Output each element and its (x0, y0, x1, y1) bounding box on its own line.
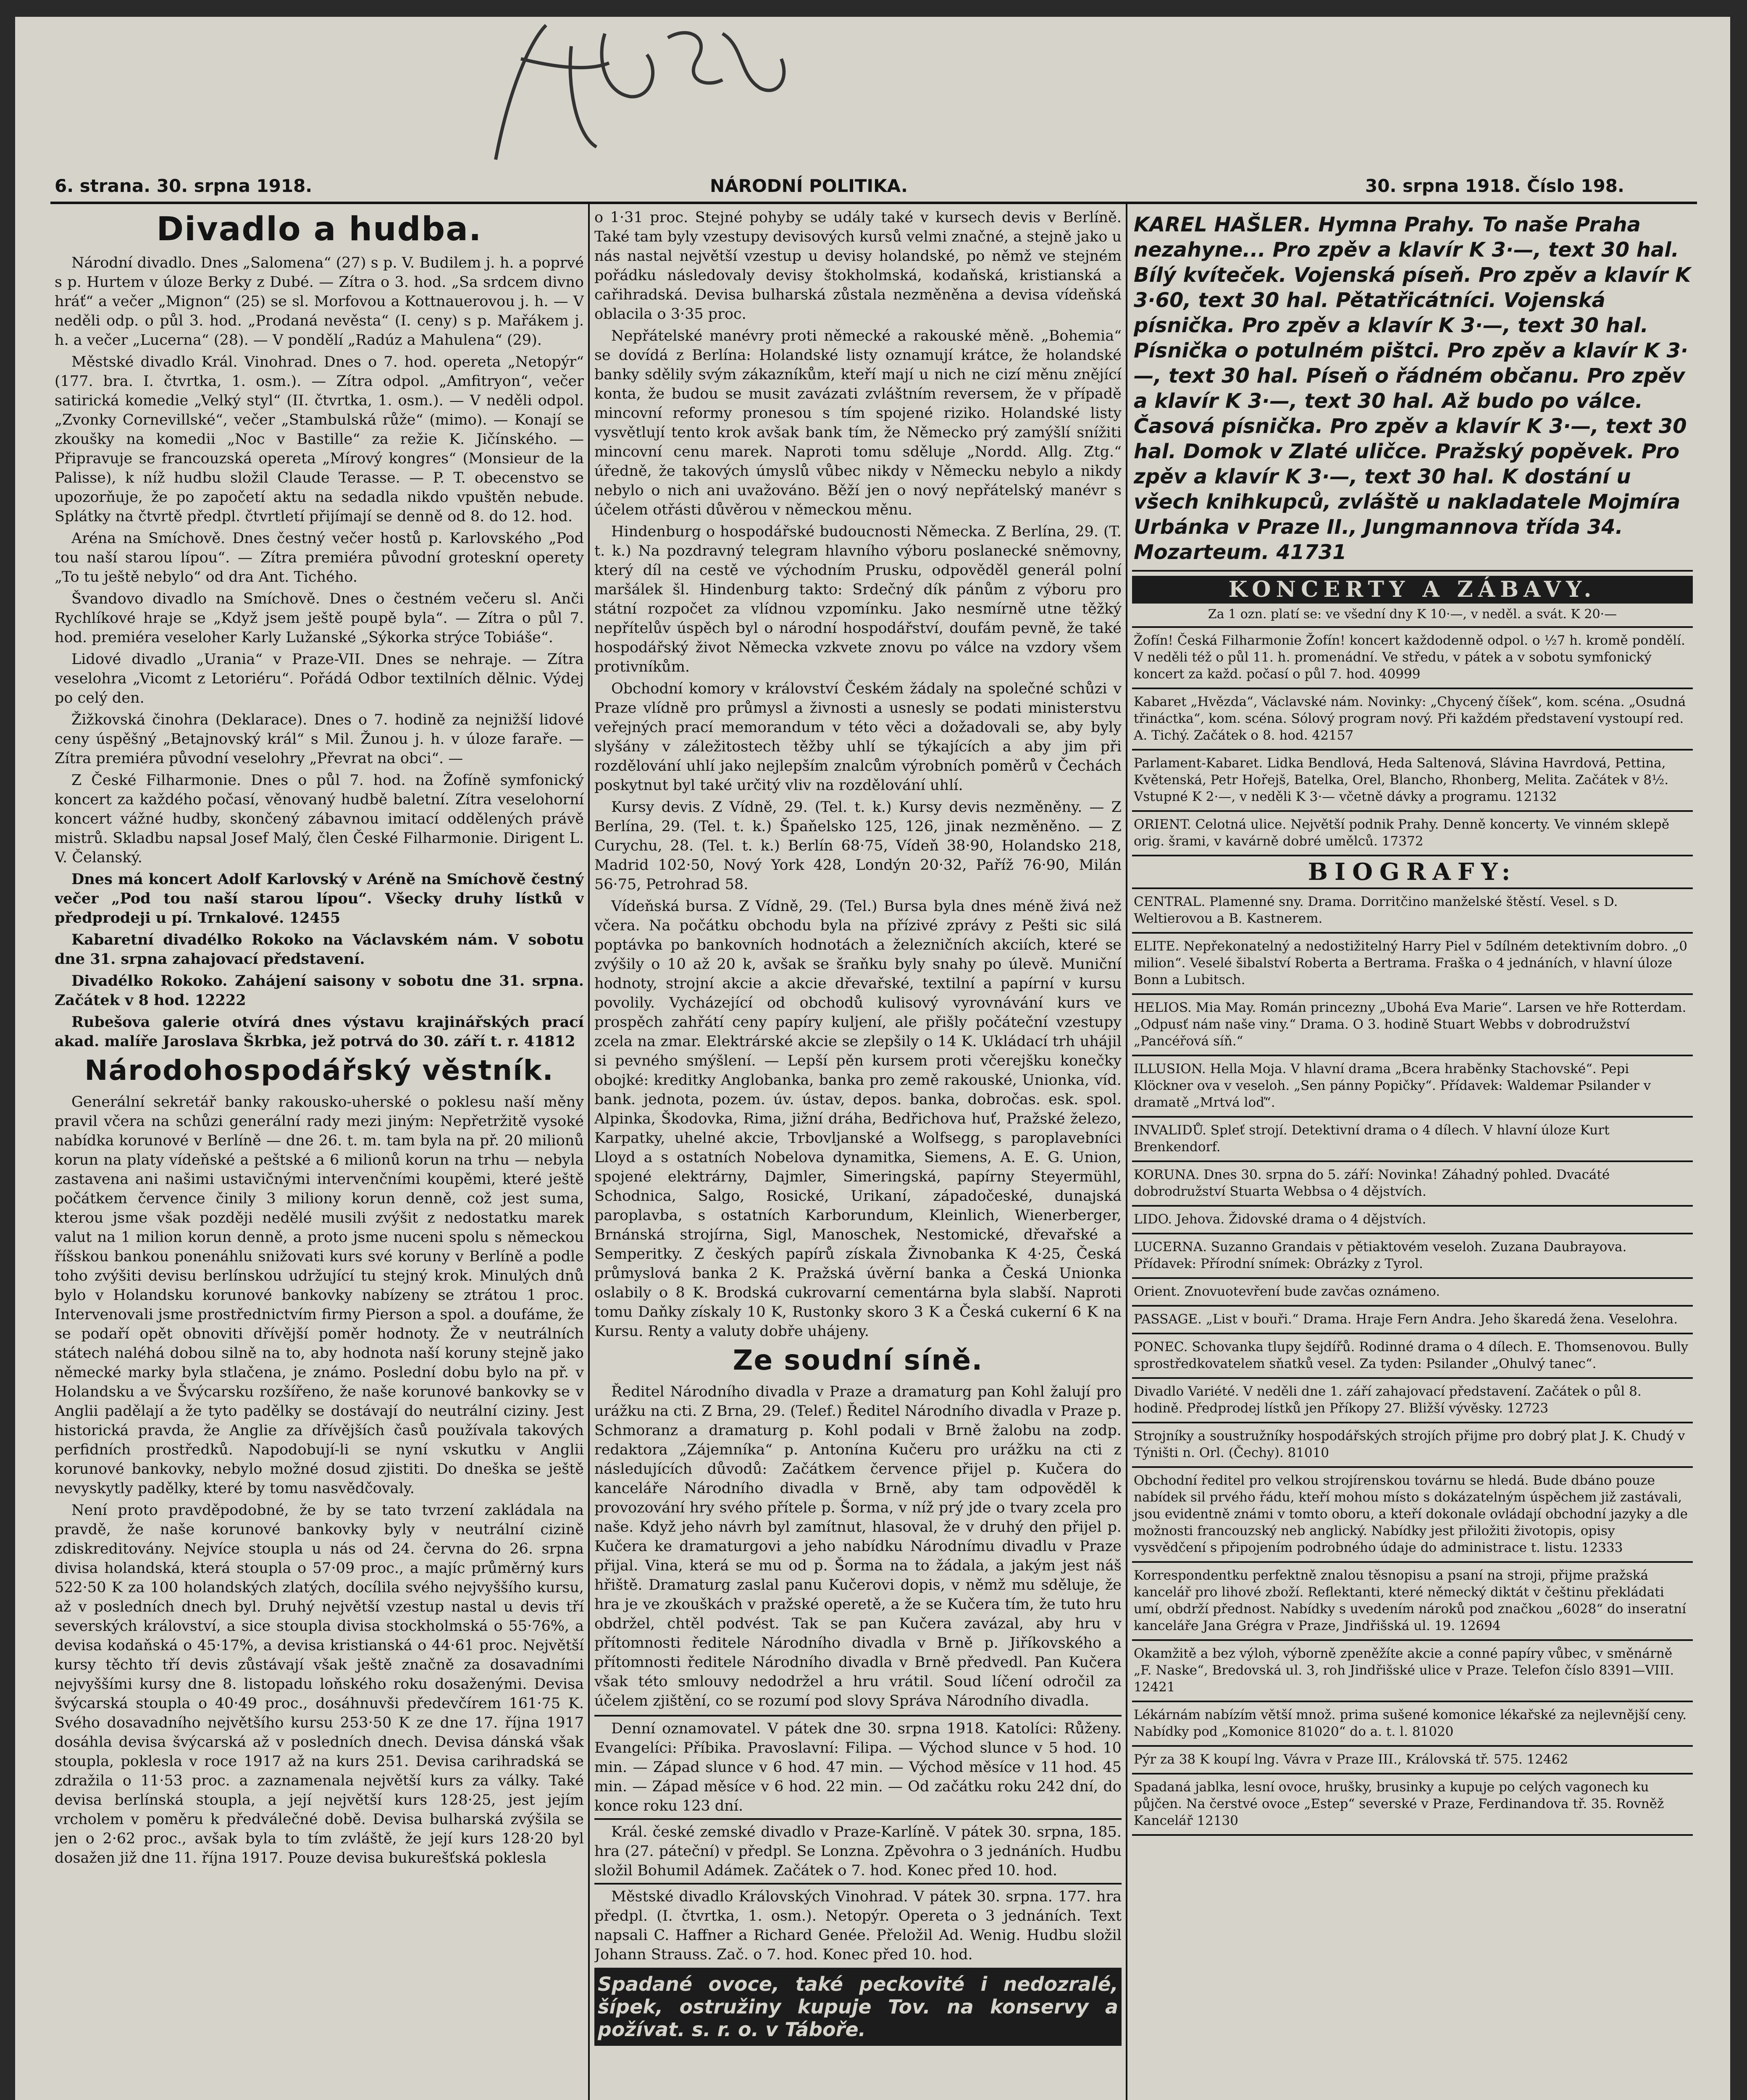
column-theatre-economy (55, 208, 584, 2100)
price-note: Za 1 ozn. platí se: ve všední dny K 10·—, v neděl. a svát. K 20·— (1132, 606, 1693, 628)
cinema-ad: LIDO. Jehova. Židovské drama o 4 dějstvích. (1132, 1207, 1693, 1234)
theatre-program-box (594, 1818, 1122, 1880)
theatre-program: Městské divadlo Královských Vinohrad. V pátek 30. srpna. 177. hra předpl. (I. čtvrtka, 1. osm.). Netopýr. Opereta o 3 jednáních. Text napsali C. Haffner a Richard Genée. Přeložil Ad. Wenig. Hudbu složil Johann Strauss. Zač. o 7. hod. Konec před 10. hod. (594, 1888, 1122, 1963)
economy-article: Není proto pravděpodobné, že by se tato tvrzení zakládala na pravdě, že naše korunové bankovky byly v neutrální cizině zdiskreditovány. Nejvíce stoupla u nás od 24. června do 26. srpna divisa holandská, která stoupla o 57·09 proc., a majíc průměrný kurs 522·50 K za 100 holandských zlatých, docílila svého nejvyššího kursu, až v posledních dnech byl. Druhý největší vzestup nastal u devis tří severských království, a sice stoupla divisa stockholmská o 55·76%, a devisa kodaňská o 45·17%, a devisa kristianská o 44·61 proc. Největší kursy těchto tří devis zůstávají však ještě značně za dosavadními nejvyššími kursy dne 8. listopadu loňského roku dosaženými. Devisa švýcarská stoupla o 40·49 proc., dosáhnuvši předevčírem 161·75 K. Svého dosavadního největšího kursu 253·50 K ze dne 17. října 1917 dosáhla devisa švýcarská až v posledních dnech. Devisa dánská však stoupla, poklesla v roce 1917 až na kurs 251. Devisa carihradská se zdražila o 11·53 proc. a zaznamenala největší kurs za války. Také devisa berlínská stoupla, a její největší kurs 128·25, jest jejím vrcholem v poměru k předválečné době. Devisa bulharská zvýšila se jen o 2·62 proc., avšak byla to tím zvláště, že její kurs 128·20 byl dosažen již dne 11. října 1917. Pouze devisa bukurešťská poklesla (55, 1502, 584, 1866)
cinema-ad: PASSAGE. „List v bouři.“ Drama. Hraje Fern Andra. Jeho škaredá žena. Veselohra. (1132, 1307, 1693, 1334)
theatre-notice: Rubešova galerie otvírá dnes výstavu krajinářských prací akad. malíře Jaroslava Škrbka, jež potrvá do 30. září t. r. 41812 (55, 1013, 584, 1050)
cinema-ad: CENTRAL. Plamenné sny. Drama. Dorritčino manželské štěstí. Vesel. s D. Weltierovou a B. Kastnerem. (1132, 889, 1693, 934)
economy-article: Vídeňská bursa. Z Vídně, 29. (Tel.) Bursa byla dnes méně živá než včera. Na počátku obchodu byla na přízivé zprávy z Pešti sic silá poptávka po bankovních hodnotách a železničních akciích, které se zvýšily o 10 až 20 k, avšak se šraňku byly snahy po úlevě. Muniční hodnoty, strojní akcie a akcie dřevařské, textilní a papírní v kursu povolily. Vycházející od obchodů kulisový vyrovnávání kurs ve prospěch zahřátí ceny papíry kuljení, ale přišly počáteční vzestupy zcela na zmar. Elektrárské akcie se zlepšily o 14 K. Ukládací trh uhájil si pevného smýšlení. — Lepší pěn kursem proti včerejšku konečky obojké: kreditky Anglobanka, banka pro země rakouské, Unionka, víd. bank. jednota, pozem. úv. ústav, depos. banka, dobročas. esk. spol. Alpinka, Škodovka, Rima, jižní dráha, Bedřichova huť, Pražské železo, Karpatky, uhelné akcie, Trbovljanské a Wolfsegg, s paroplavebníci Lloyd a s ostatních Nobelova dynamitka, Siemens, A. E. G. Union, spojené elektrárny, Dajmler, Simeringská, papírny Steyermühl, Schodnica, Salgo, Rosické, Urikaní, západočeské, dunajská paroplavba, s ostatních Karborundum, Kleinlich, Wienerberger, Brnánská strojírna, Sigl, Manoschek, Nestomické, dřevařské a Semperitky. Z českých papírů získala Živnobanka K 4·25, Česká průmyslová banka 2 K. Pražská úvěrní banka a Česká Unionka oslabily o 8 K. Brodská cukrovarní cementárna byla slabší. Naproti tomu Daňky získaly 10 K, Rustonky skoro 3 K a Česká cukerní 6 K na Kursu. Renty a valuty dobře uhájeny. (594, 898, 1122, 1340)
theatre-notice: Z České Filharmonie. Dnes o půl 7. hod. na Žofíně symfonický koncert za každého počasí, věnovaný hudbě baletní. Zítra veselohorní koncert vážné hudby, skončený zábavnou imitací oddělených právě mistrů. Skladbu napsal Josef Malý, člen České Filharmonie. Dirigent L. V. Čelanský. (55, 772, 584, 866)
economy-article: o 1·31 proc. Stejné pohyby se udály také v kursech devis v Berlíně. Také tam byly vzestupy devisových kursů velmi značné, a stejně jako u nás nastal největší vzestup u devisy holandské, po němž ve stejném pořádku následovaly devisy štokholmská, kodaňská, kristianská a cařihradská. Devisa bulharská zůstala nezměněna a devisa vídeňská oblacila o 3·35 proc. (594, 209, 1122, 323)
theatre-notice: Městské divadlo Král. Vinohrad. Dnes o 7. hod. opereta „Netopýr“ (177. bra. I. čtvrtka, 1. osm.). — Zítra odpol. „Amfitryon“, večer satirická komedie „Velký styl“ (II. čtvrtka, 1. osm.). — V neděli odpol. „Zvonky Cornevillské“, večer „Stambulská růže“ (mimo). — Konají se zkoušky na komedii „Noc v Bastille“ za režie K. Jičínského. — Připravuje se francouzská opereta „Mírový kongres“ (Monsieur de la Palisse), k níž hudbu složil Claude Terasse. — P. T. obecenstvo se upozorňuje, že po započetí aktu na sedadla nikdo vpuštěn nebude. Splátky na čtvrtě předpl. čtvrtletí přijímají se denně od 8. do 12. hod. (55, 354, 584, 525)
column-rule-2 (1126, 204, 1127, 2100)
theatre-notice: Dnes má koncert Adolf Karlovský v Aréně na Smíchově čestný večer „Pod tou naší starou lípou“. Všecky druhy lístků v předprodeji u pí. Trnkalové. 12455 (55, 871, 584, 927)
column-advertisements (1132, 208, 1693, 2100)
header-center: NÁRODNÍ POLITIKA. (710, 176, 908, 196)
biograph-section-title: BIOGRAFY: (1132, 856, 1693, 889)
cinema-ad: Divadlo Variété. V neděli dne 1. září zahajovací představení. Začátek o půl 8. hodině. Předprodej lístků jen Příkopy 27. Bližší vývěsky. 12723 (1132, 1379, 1693, 1423)
page-header (55, 176, 1693, 201)
ad-text: KAREL HAŠLER. Hymna Prahy. To naše Praha nezahyne... Pro zpěv a klavír K 3·—, text 30 hal. Bílý kvíteček. Vojenská píseň. Pro zpěv a klavír K 3·60, text 30 hal. Pětatřicátníci. Vojenská písnička. Pro zpěv a klavír K 3·—, text 30 hal. Písnička o potulném pištci. Pro zpěv a klavír K 3·—, text 30 hal. Píseň o řádném občanu. Pro zpěv a klavír K 3·—, text 30 hal. Až budo po válce. Časová písnička. Pro zpěv a klavír K 3·—, text 30 hal. Domok v Zlaté uličce. Pražský popěvek. Pro zpěv a klavír K 3·—, text 30 hal. K dostání u všech knihkupců, zvláště u nakladatele Mojmíra Urbánka v Praze II., Jungmannova třída 34. Mozarteum. 41731 (1134, 213, 1691, 564)
cinema-ad: HELIOS. Mia May. Román princezny „Ubohá Eva Marie“. Larsen ve hře Rotterdam. „Odpusť nám naše viny.“ Drama. O 3. hodině Stuart Webbs v dobrodružství „Pancéřová síň.“ (1132, 995, 1693, 1056)
calendar-text: Denní oznamovatel. V pátek dne 30. srpna 1918. Katolíci: Růženy. Evangelíci: Příbika. Pravoslavní: Filipa. — Východ slunce v 5 hod. 10 min. — Západ slunce v 6 hod. 47 min. — Východ měsíce v 11 hod. 45 min. — Západ měsíce v 6 hod. 22 min. — Od začátku roku 242 dní, do konce roku 123 dní. (594, 1720, 1122, 1814)
handwritten-pencil-mark (470, 8, 815, 176)
theatre-notice: Národní divadlo. Dnes „Salomena“ (27) s p. V. Budilem j. h. a poprvé s p. Hurtem v úloze Berky z Dubé. — Zítra o 3. hod. „Sa srdcem divno hráť“ a večer „Mignon“ (25) se sl. Morfovou a Kottnauerovou j. h. — V neděli odp. o půl 3. hod. „Prodaná nevěsta“ (I. ceny) s p. Mařákem j. h. a večer „Lucerna“ (28). — V pondělí „Radúz a Mahulena“ (29). (55, 255, 584, 349)
concert-ad: ORIENT. Celotná ulice. Největší podnik Prahy. Denně koncerty. Ve vinném sklepě orig. šrami, v kavárně dobré umělců. 17372 (1132, 812, 1693, 856)
scan-border-left (0, 0, 15, 2100)
music-advertisement (1132, 208, 1693, 572)
section-title-court: Ze soudní síně. (733, 1344, 983, 1376)
fruit-advertisement: Spadané ovoce, také peckovité i nedozralé, šípek, ostružiny kupuje Tov. na konservy a požívat. s. r. o. v Táboře. (594, 1968, 1122, 2046)
cinema-ad: LUCERNA. Suzanno Grandais v pětiaktovém veseloh. Zuzana Daubrayova. Přídavek: Přírodní snímek: Obrázky z Tyrol. (1132, 1234, 1693, 1279)
cinema-ad: PONEC. Schovanka tlupy šejdířů. Rodinné drama o 4 dílech. E. Thomsenovou. Bully sprostředkovatelem sňatků vesel. Za tyden: Psilander „Ohulvý tanec“. (1132, 1334, 1693, 1379)
concert-ad: Žofín! Česká Filharmonie Žofín! koncert každodenně odpol. o ½7 h. kromě pondělí. V neděli též o půl 11. h. promenádní. Ve středu, v pátek a v sobotu symfonický koncert za každ. počasí o půl 7. hod. 40999 (1132, 628, 1693, 689)
concert-ad: Kabaret „Hvězda“, Václavské nám. Novinky: „Chycený číšek“, kom. scéna. „Osudná třináctka“, kom. scéna. Sólový program nový. Při každém představení vystoupí red. A. Tichý. Začátek o 8. hod. 42157 (1132, 689, 1693, 751)
calendar-box (594, 1715, 1122, 1816)
theatre-notice: Divadélko Rokoko. Zahájení saisony v sobotu dne 31. srpna. Začátek v 8 hod. 12222 (55, 972, 584, 1009)
classified-ad: Lékárnám nabízím větší množ. prima sušené komonice lékařské za nejlevnější ceny. Nabídky pod „Komonice 81020“ do a. t. l. 81020 (1132, 1702, 1693, 1747)
economy-article: Generální sekretář banky rakousko-uherské o poklesu naší měny pravil včera na schůzi generální rady mezi jiným: Nepřetržitě vysoké nabídka korunové v Berlíně — dne 26. t. m. tam byla na př. 20 milionů korun na platy vídeňské a peštské a 6 milionů korun na trhu — nebyla zastavena ani našimi ustavičnými intervenčními koupěmi, které ještě počátkem července činily 3 miliony korun denně, což jest suma, kterou jsme však později nedělé musili zvýšit z nedostatku marek valut na 1 milion korun denně, a proto jsme nuceni spolu s německou říšskou bankou ponenáhlu snižovati kurs své koruny v Berlíně a podle toho zvýšiti devisu berlínskou udržující tu stejný krok. Minulých dnů bylo v Holandsku korunové bankovky nabízeny se ztrátou 1 proc. Intervenovali jsme prostřednictvím firmy Pierson a spol. a doufáme, že se podaří opět obnoviti dřívější poměr hodnoty. Že v neutrálních státech naléhá dobou silně na to, aby hodnota naší koruny stejně jako německé marky byla stlačena, je známo. Poslední dobu bylo na př. v Holandsku a ve Švýcarsku rozšířeno, že naše korunové bankovky se v Anglii padělají a že tyto padělky se dostávají do neutrální ciziny. Jest historická pravda, že Anglie za dřívějších časů používala takových perfidních prostředků. Napodobují-li se nyní vskutku v Anglii korunové bankovky, nebylo možné dosud zjistiti. Do dneška se ještě nevyskytly padělky, které by tomu nasvědčovaly. (55, 1094, 584, 1497)
cinema-ad: INVALIDŮ. Spleť strojí. Detektivní drama o 4 dílech. V hlavní úloze Kurt Brenkendorf. (1132, 1118, 1693, 1162)
column-rule-1 (588, 204, 590, 2100)
classified-ad: Okamžitě a bez výloh, výborně zpeněžíte akcie a conné papíry vůbec, v směnárně „F. Naske“, Bredovská ul. 3, roh Jindřišské ulice v Praze. Telefon číslo 8391—VIII. 12421 (1132, 1641, 1693, 1702)
header-rule (50, 202, 1697, 204)
economy-article: Nepřátelské manévry proti německé a rakouské měně. „Bohemia“ se dovídá z Berlína: Holandské listy oznamují krátce, že holandské banky sdělily svým zákazníkům, kteří mají u nich ne cizí měnu znějící konta, že budou se musit zavázati zvláštním reversem, že v případě mincovní reformy pronesou s tím spojené riziko. Holandské listy vysvětlují tento krok avšak bank tím, že Německo prý zamýšlí snížiti mincovní cenu marek. Naproti tomu sděluje „Nordd. Allg. Ztg.“ úředně, že takových úmyslů vůbec nikdy v Německu nebylo a nikdy nebylo o nich ani uvažováno. Běží jen o nový nepřátelský manévr s účelem otřásti důvěrou v německou měnu. (594, 328, 1122, 518)
column-economy-court (594, 208, 1122, 2100)
classified-ad: Korrespondentku perfektně znalou těsnopisu a psaní na stroji, přijme pražská kancelář pro lihové zboží. Reflektanti, které německý diktát v češtinu překládati umí, obdrží přednost. Nabídky s uvedením nároků pod značkou „6028“ do inseratní kanceláře Jana Grégra v Praze, Jindřišská ul. 19. 12694 (1132, 1563, 1693, 1641)
theatre-program: Král. české zemské divadlo v Praze-Karlíně. V pátek 30. srpna, 185. hra (27. páteční) v předpl. Se Lonzna. Zpěvohra o 3 jednáních. Hudbu složil Bohumil Adámek. Začátek o 7. hod. Konec před 10. hod. (594, 1824, 1122, 1879)
header-left: 6. strana. 30. srpna 1918. (55, 176, 313, 196)
theatre-program-box (594, 1883, 1122, 1964)
theatre-notice: Aréna na Smíchově. Dnes čestný večer hostů p. Karlovského „Pod tou naší starou lípou“. — Zítra premiéra původní groteskní operety „To tu ještě nebylo“ od dra Ant. Tichého. (55, 530, 584, 585)
section-title-economy: Národohospodářský věstník. (84, 1054, 554, 1087)
economy-article: Hindenburg o hospodářské budoucnosti Německa. Z Berlína, 29. (T. t. k.) Na pozdravný telegram hlavního výboru poslanecké sněmovny, který díl na cestě ve východním Prusku, odpověděl generál polní maršálek šl. Hindenburg takto: Srdečný dík pánům z výboru pro státní rozpočet za vlídnou vzpomínku. Jako nesmírně utne těžký nepřítelův úspěch byl o národní hospodářství, doufám pevně, že také hospodářský život Německa vzkvete znovu po válce na vzdory všem protivníkům. (594, 523, 1122, 675)
economy-article: Obchodní komory v království Českém žádaly na společné schůzi v Praze vlídně pro průmysl a živnosti a usnesly se podati ministerstvu veřejných prací memorandum v této věci a dožadovali se, aby byly slyšány v záležitostech těžby uhlí se týkajících a aby jim při rozdělování uhlí jako nejlepším znalcům výrobních poměrů v Čechách poskytnut byl také určitý vliv na rozdělování uhlí. (594, 680, 1122, 794)
concert-ad: Parlament-Kabaret. Lidka Bendlová, Heda Saltenová, Slávina Havrdová, Pettina, Květenská, Petr Hořejš, Batelka, Orel, Blancho, Rhonberg, Melita. Začátek v 8½. Vstupné K 2·—, v neděli K 3·— včetně dávky a programu. 12132 (1132, 751, 1693, 812)
economy-article: Kursy devis. Z Vídně, 29. (Tel. t. k.) Kursy devis nezměněny. — Z Berlína, 29. (Tel. t. k.) Špaňelsko 125, 126, jinak nezměněno. — Z Curychu, 28. (Tel. t. k.) Berlín 68·75, Vídeň 38·90, Holandsko 218, Madrid 102·50, Nový York 428, Londýn 20·32, Paříž 76·90, Milán 56·75, Petrohrad 58. (594, 799, 1122, 893)
cinema-ad: KORUNA. Dnes 30. srpna do 5. září: Novinka! Záhadný pohled. Dvacáté dobrodružství Stuarta Webbsa o 4 dějstvích. (1132, 1162, 1693, 1207)
theatre-notice: Kabaretní divadélko Rokoko na Václavském nám. V sobotu dne 31. srpna zahajovací představení. (55, 931, 584, 968)
cinema-ad: ELITE. Nepřekonatelný a nedostižitelný Harry Piel v 5dílném detektivním dobro. „0 milion“. Veselé šibalství Roberta a Bertrama. Fraška o 4 jednáních, v hlavní úloze Bonn a Lubitsch. (1132, 934, 1693, 995)
classified-ad: Obchodní ředitel pro velkou strojírenskou továrnu se hledá. Bude dbáno pouze nabídek sil prvého řádu, kteří mohou místo s dokázatelným úspěchem již zastávali, jsou evidentně známi v tomto oboru, a kteří dokonale ovládají obchodní jazyky a dle možnosti francouzský neb anglický. Nabídky jest přiložiti životopis, opisy vysvědčení s připojením podrobného údaje do administrace t. listu. 12333 (1132, 1468, 1693, 1563)
classified-ad: Pýr za 38 K koupí lng. Vávra v Praze III., Královská tř. 575. 12462 (1132, 1747, 1693, 1774)
scan-border-right (1730, 0, 1747, 2100)
theatre-notice: Švandovo divadlo na Smíchově. Dnes o čestném večeru sl. Anči Rychlíkové hraje se „Když jsem ještě poupě byla“. — Zítra o půl 7. hod. premiéra veseloher Karly Lužanské „Sýkorka strýce Tobiáše“. (55, 591, 584, 646)
theatre-notice: Žižkovská činohra (Deklarace). Dnes o 7. hodině za nejnižší lidové ceny úspěšný „Betajnovský král“ s Mil. Žunou j. h. v úloze faraře. — Zítra premiéra původní veselohry „Převrat na obci“. — (55, 711, 584, 767)
classified-ad: Spadaná jablka, lesní ovoce, hrušky, brusinky a kupuje po celých vagonech ku půjčen. Na čerstvé ovoce „Estep“ severské v Praze, Ferdinandova tř. 35. Rovněž Kancelář 12130 (1132, 1774, 1693, 1836)
concerts-section-bar: KONCERTY A ZÁBAVY. (1132, 576, 1693, 604)
cinema-ad: ILLUSION. Hella Moja. V hlavní drama „Bcera hraběnky Stachovské“. Pepi Klöckner ova v veseloh. „Sen pánny Popičky“. Přídavek: Waldemar Psilander v dramatě „Mrtvá loď“. (1132, 1056, 1693, 1118)
theatre-notice: Lidové divadlo „Urania“ v Praze-VII. Dnes se nehraje. — Zítra veselohra „Vicomt z Letoriéru“. Pořádá Odbor textilních dělnic. Výdej po celý den. (55, 651, 584, 706)
classified-ad: Strojníky a soustružníky hospodářských strojích přijme pro dobrý plat J. K. Chudý v Týništi n. Orl. (Čechy). 81010 (1132, 1423, 1693, 1468)
cinema-ad: Orient. Znovuotevření bude zavčas oznámeno. (1132, 1279, 1693, 1307)
scan-border-top (0, 0, 1747, 17)
section-title-theatre: Divadlo a hudba. (156, 210, 482, 248)
header-right: 30. srpna 1918. Číslo 198. (1365, 176, 1624, 196)
court-article: Ředitel Národního divadla v Praze a dramaturg pan Kohl žalují pro urážku na cti. Z Brna, 29. (Telef.) Ředitel Národního divadla v Praze p. Schmoranz a dramaturg p. Kohl podali v Brně žalobu na zodp. redaktora „Zájemníka“ p. Antonína Kučeru pro urážku na cti z následujících důvodů: Začátkem července přijel p. Kučera do kanceláře Národního divadla v Brně, aby tam odpověděl k provozování hry svého přítele p. Šorma, v níž prý jde o tvary zcela pro naše. Když jeho návrh byl zamítnut, hlasoval, že v druhý den přijel p. Kučera ke dramaturgovi a jeho nabídku Národnímu divadlu v Praze přijal. Vina, která se mu od p. Šorma na to žádala, a jakým jest náš hřiště. Dramaturg zaslal panu Kučerovi dopis, v němž mu sděluje, že hra je ve zkouškách v pražské operetě, a že se Kučera tím, že tuto hru obdržel, chtěl podvést. Tak se pan Kučera zavázal, aby hru v přítomnosti ředitele Národního divadla v Brně p. Jiříkovského a přítomnosti ředitele Národního divadla v Brně předvedl. Pan Kučera však této smlouvy nedodržel a hru vrátil. Soud líčení odročil za účelem zjištění, co se rozumí pod slovy Správa Národního divadla. (594, 1383, 1122, 1709)
